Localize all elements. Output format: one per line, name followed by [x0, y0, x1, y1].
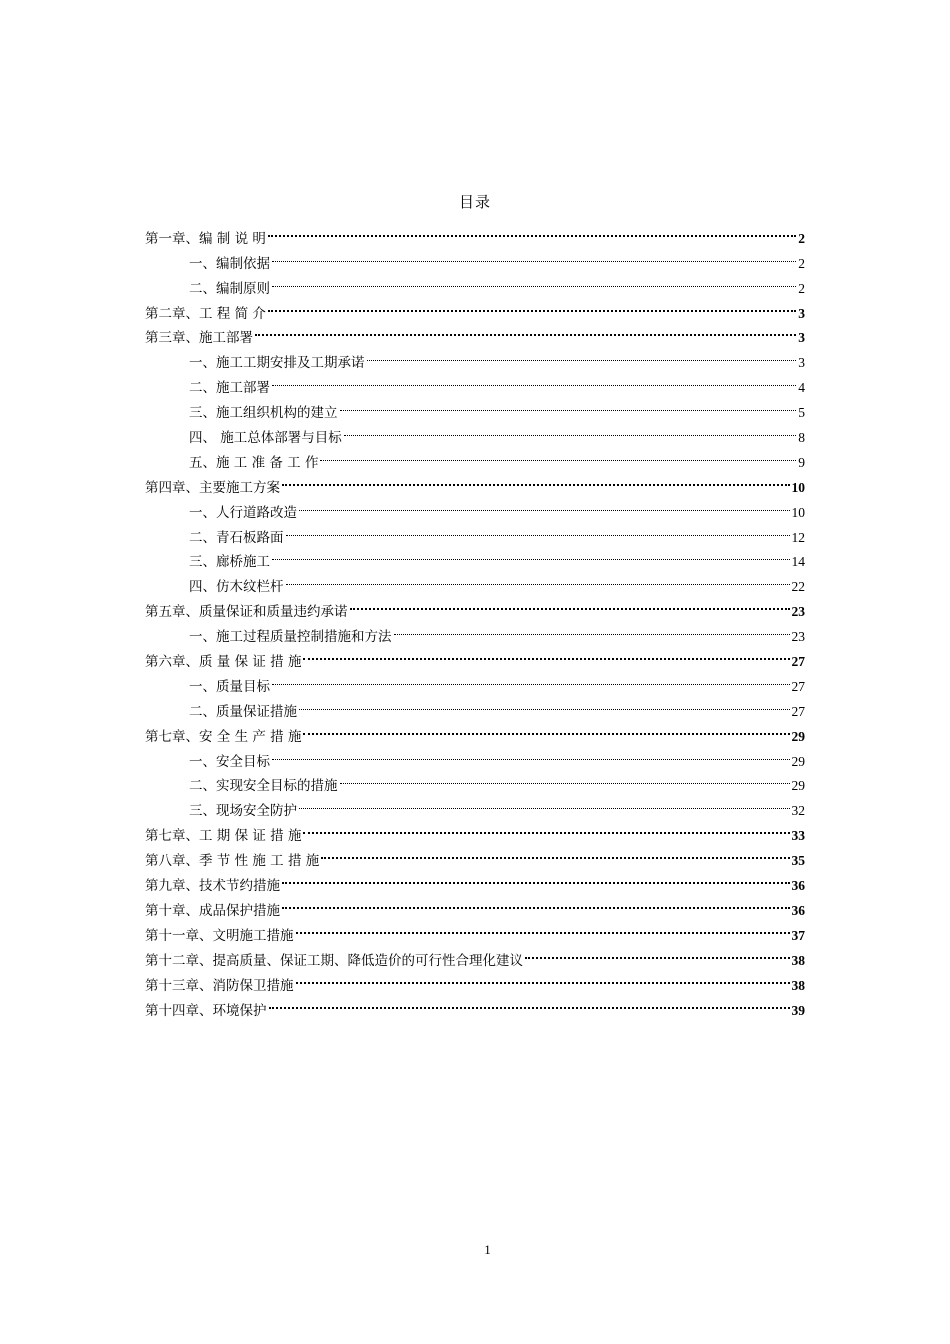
toc-dot-leader	[272, 268, 796, 293]
toc-entry-label: 一、施工工期安排及工期承诺	[189, 355, 365, 372]
toc-dot-leader	[299, 691, 790, 716]
toc-entry-label: 第六章、质 量 保 证 措 施	[145, 654, 302, 671]
toc-dot-leader	[340, 766, 790, 791]
toc-entry-label: 第九章、技术节约措施	[145, 878, 280, 895]
toc-entry-label: 二、实现安全目标的措施	[189, 778, 338, 795]
toc-dot-leader	[299, 492, 790, 517]
toc-dot-leader	[282, 890, 790, 915]
toc-entry-page: 10	[791, 479, 805, 495]
toc-dot-leader	[272, 542, 790, 567]
toc-entry-label: 第二章、工 程 简 介	[145, 305, 266, 322]
toc-entry-page: 23	[791, 604, 805, 620]
toc-entry-page: 2	[798, 255, 805, 271]
toc-entry-page: 27	[791, 678, 805, 694]
toc-chapter-entry[interactable]	[145, 218, 805, 247]
toc-dot-leader	[268, 218, 796, 243]
toc-entry-label: 第四章、主要施工方案	[145, 479, 280, 496]
table-of-contents	[145, 218, 805, 1019]
toc-entry-page: 14	[791, 554, 805, 570]
toc-dot-leader	[321, 840, 789, 865]
toc-entry-page: 3	[798, 305, 805, 321]
toc-entry-label: 第一章、编 制 说 明	[145, 230, 266, 247]
toc-entry-page: 29	[791, 778, 805, 794]
toc-entry-label: 第十四章、环境保护	[145, 1002, 267, 1019]
toc-dot-leader	[303, 815, 789, 840]
toc-dot-leader	[282, 467, 790, 492]
toc-entry-label: 一、施工过程质量控制措施和方法	[189, 629, 392, 646]
toc-entry-page: 39	[791, 1002, 805, 1018]
toc-dot-leader	[350, 591, 790, 616]
toc-entry-label: 第十二章、提高质量、保证工期、降低造价的可行性合理化建议	[145, 952, 523, 969]
toc-entry-page: 38	[791, 977, 805, 993]
toc-entry-label: 第八章、季 节 性 施 工 措 施	[145, 853, 320, 870]
toc-entry-page: 2	[798, 280, 805, 296]
toc-entry-label: 第十三章、消防保卫措施	[145, 977, 294, 994]
toc-dot-leader	[255, 318, 796, 343]
toc-entry-label: 第七章、工 期 保 证 措 施	[145, 828, 302, 845]
toc-entry-label: 第十章、成品保护措施	[145, 902, 280, 919]
toc-entry-page: 33	[791, 828, 805, 844]
toc-entry-label: 第七章、安 全 生 产 措 施	[145, 728, 302, 745]
toc-entry-label: 一、安全目标	[189, 753, 270, 770]
toc-entry-page: 9	[798, 454, 805, 470]
toc-entry-label: 一、人行道路改造	[189, 504, 297, 521]
toc-entry-label: 二、编制原则	[189, 280, 270, 297]
toc-entry-page: 29	[791, 753, 805, 769]
toc-dot-leader	[340, 392, 797, 417]
toc-entry-page: 2	[798, 230, 805, 246]
toc-entry-page: 29	[791, 728, 805, 744]
toc-entry-page: 12	[791, 529, 805, 545]
toc-entry-label: 第十一章、文明施工措施	[145, 927, 294, 944]
toc-entry-page: 4	[798, 380, 805, 396]
toc-entry-label: 四、仿木纹栏杆	[189, 579, 284, 596]
toc-dot-leader	[282, 865, 790, 890]
toc-entry-label: 三、廊桥施工	[189, 554, 270, 571]
toc-entry-label: 二、青石板路面	[189, 529, 284, 546]
toc-dot-leader	[268, 293, 796, 318]
toc-entry-page: 23	[791, 629, 805, 645]
toc-entry-label: 第五章、质量保证和质量违约承诺	[145, 604, 348, 621]
toc-entry-label: 一、编制依据	[189, 255, 270, 272]
toc-entry-page: 38	[791, 952, 805, 968]
toc-dot-leader	[320, 442, 796, 467]
toc-dot-leader	[272, 243, 796, 268]
toc-dot-leader	[525, 940, 790, 965]
toc-entry-page: 36	[791, 902, 805, 918]
toc-entry-page: 32	[791, 803, 805, 819]
toc-entry-label: 二、施工部署	[189, 380, 270, 397]
toc-entry-page: 37	[791, 927, 805, 943]
toc-dot-leader	[303, 716, 789, 741]
toc-entry-label: 五、施 工 准 备 工 作	[189, 454, 319, 471]
toc-entry-label: 二、质量保证措施	[189, 703, 297, 720]
toc-dot-leader	[286, 566, 790, 591]
toc-entry-page: 27	[791, 703, 805, 719]
toc-entry-page: 27	[791, 654, 805, 670]
toc-entry-label: 四、 施工总体部署与目标	[189, 430, 342, 447]
toc-entry-label: 一、质量目标	[189, 678, 270, 695]
toc-entry-label: 第三章、施工部署	[145, 330, 253, 347]
toc-dot-leader	[269, 990, 790, 1015]
toc-title: 目录	[458, 193, 491, 211]
toc-dot-leader	[367, 342, 797, 367]
toc-dot-leader	[272, 666, 790, 691]
toc-entry-page: 5	[798, 405, 805, 421]
page-number: 1	[484, 1242, 491, 1257]
toc-entry-page: 35	[791, 853, 805, 869]
toc-entry-page: 36	[791, 878, 805, 894]
toc-dot-leader	[286, 517, 790, 542]
toc-entry-page: 3	[798, 355, 805, 371]
toc-dot-leader	[394, 616, 790, 641]
toc-dot-leader	[272, 367, 796, 392]
toc-entry-page: 10	[791, 504, 805, 520]
toc-dot-leader	[344, 417, 796, 442]
toc-entry-page: 3	[798, 330, 805, 346]
toc-entry-label: 三、现场安全防护	[189, 803, 297, 820]
toc-entry-label: 三、施工组织机构的建立	[189, 405, 338, 422]
toc-entry-page: 8	[798, 430, 805, 446]
toc-dot-leader	[272, 741, 790, 766]
toc-dot-leader	[303, 641, 789, 666]
toc-dot-leader	[299, 790, 790, 815]
toc-entry-page: 22	[791, 579, 805, 595]
toc-dot-leader	[296, 965, 790, 990]
toc-dot-leader	[296, 915, 790, 940]
